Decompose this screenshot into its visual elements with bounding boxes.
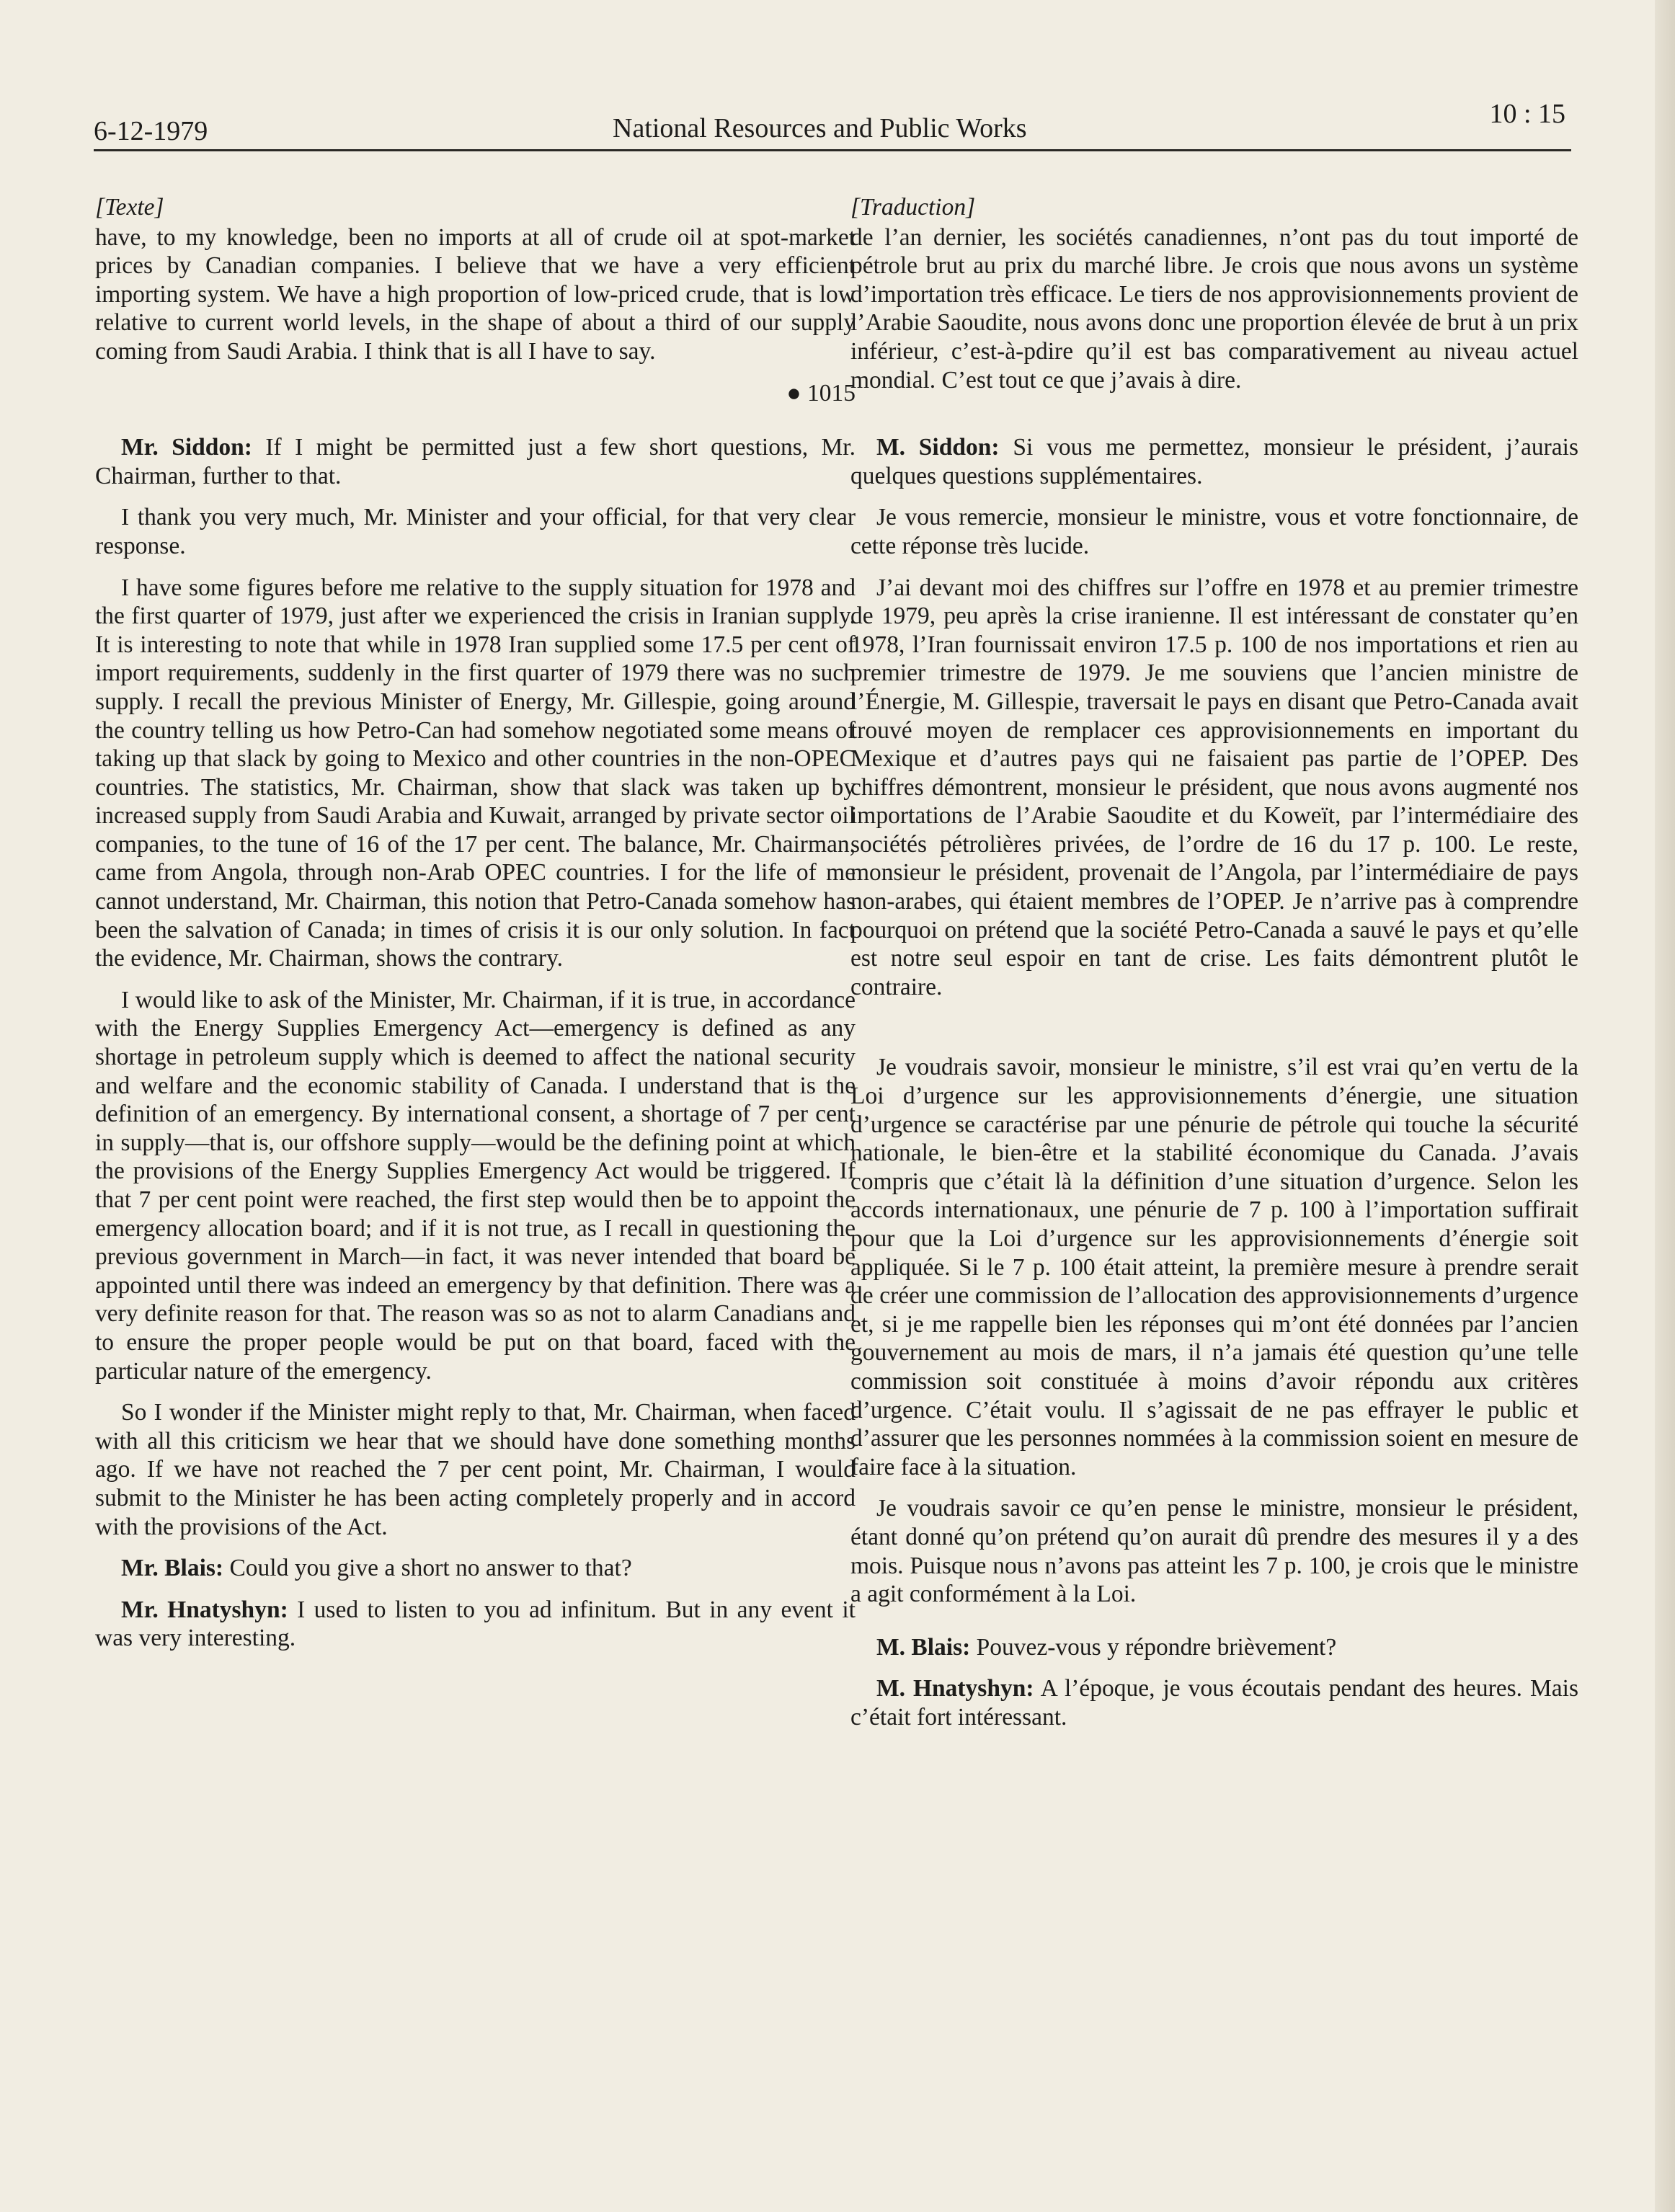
header-page-number: 10 : 15 (1489, 99, 1565, 129)
language-label-english: [Texte] (95, 194, 164, 221)
speaker-name: Mr. Blais: (121, 1555, 224, 1582)
speech-text: If I might be permitted just a few short questions, Mr. Chairman, further to that. (95, 434, 856, 489)
paragraph: have, to my knowledge, been no imports at all of crude oil at spot-market prices by Canadian companies. I believe that we have a very efficient importing system. We have a high proportion of low-priced crude, that is low relative to current world levels, in the shape of about a third of our supply coming from Saudi Arabia. I think that is all I have to say. (95, 223, 856, 365)
paragraph: I would like to ask of the Minister, Mr. Chairman, if it is true, in accordance with the Energy Supplies Emergency Act—emergency is defined as any shortage in petroleum supply which is deemed to affect the national security and welfare and the economic stability of Canada. I understand that is the definition of an emergency. By international consent, a shortage of 7 per cent in supply—that is, our offshore supply—would be the defining point at which the provisions of the Energy Supplies Emergency Act would be triggered. If that 7 per cent point were reached, the first step would then be to appoint the emergency allocation board; and if it is not true, as I recall in questioning the previous government in March—in fact, it was never intended that board be appointed until there was indeed an emergency by that definition. There was a very definite reason for that. The reason was so as not to alarm Canadians and to ensure the proper people would be put on that board, faced with the particular nature of the emergency. (95, 986, 856, 1385)
paragraph: Je vous remercie, monsieur le ministre, vous et votre fonctionnaire, de cette réponse très lucide. (850, 504, 1578, 559)
speaker-name: Mr. Hnatyshyn: (121, 1596, 288, 1623)
speech-siddon (850, 433, 1578, 490)
paragraph: Je voudrais savoir, monsieur le ministre, s’il est vrai qu’en vertu de la Loi d’urgence sur les approvisionnements d’énergie, une situation d’urgence se caractérise par une pénurie de pétrole qui touche la sécurité nationale, le bien-être et la stabilité économique du Canada. J’avais compris que c’était là la définition d’une situation d’urgence. Selon les accords internationaux, une pénurie de 7 p. 100 à l’importation suffirait pour que la Loi d’urgence sur les approvisionnements d’énergie soit appliquée. Si le 7 p. 100 était atteint, la première mesure à prendre serait de créer une commission de l’allocation des approvisionnements d’urgence et, si je me rappelle bien les réponses qui m’ont été données par l’ancien gouvernement au mois de mars, il n’a jamais été question qu’une telle commission soit constituée à moins d’avoir répondu aux critères d’urgence. C’était voulu. Il s’agissait de ne pas effrayer le public et d’assurer que les personnes nommées à la commission soient en mesure de faire face à la situation. (850, 1054, 1578, 1480)
paragraph: J’ai devant moi des chiffres sur l’offre en 1978 et au premier trimestre de 1979, peu après la crise iranienne. Il est intéressant de constater qu’en 1978, l’Iran fournissait environ 17.5 p. 100 de nos importations et rien au premier trimestre de 1979. Je me souviens que l’ancien ministre de l’Énergie, M. Gillespie, traversait le pays en disant que Petro-Canada avait trouvé moyen de remplacer ces approvisionnements en important du Mexique et d’autres pays qui ne faisaient pas partie de l’OPEP. Des chiffres démontrent, monsieur le président, que nous avons augmenté nos importations de l’Arabie Saoudite et du Koweït, par l’intermédiaire des sociétés pétrolières privées, de l’ordre de 16 du 17 p. 100. Le reste, monsieur le président, provenait de l’Angola, par l’intermédiaire de pays non-arabes, qui étaient membres de l’OPEP. Je n’arrive pas à comprendre pourquoi on prétend que la société Petro-Canada a sauvé le pays et qu’elle est notre seul espoir en tant de crise. Les faits démontrent plutôt le contraire. (850, 574, 1578, 1000)
speech-text: Could you give a short no answer to that? (223, 1555, 632, 1582)
speech-siddon (95, 433, 856, 490)
paragraph: de l’an dernier, les sociétés canadiennes, n’ont pas du tout importé de pétrole brut au prix du marché libre. Je crois que nous avons un système d’importation très efficace. Le tiers de nos approvisionnements provient de l’Arabie Saoudite, nous avons donc une proportion élevée de brut à un prix inférieur, c’est-à-pdire qu’il est bas comparativement au niveau actuel mondial. C’est tout ce que j’avais à dire. (850, 223, 1578, 394)
speaker-name: M. Siddon: (876, 434, 1000, 461)
speech-blais (95, 1554, 856, 1583)
paragraph: Je voudrais savoir ce qu’en pense le ministre, monsieur le président, étant donné qu’on prétend qu’on aurait dû prendre des mesures il y a des mois. Puisque nous n’avons pas atteint les 7 p. 100, je crois que le ministre a agit conformément à la Loi. (850, 1495, 1578, 1608)
page-header (94, 99, 1571, 151)
header-title: National Resources and Public Works (613, 113, 1027, 143)
paragraph: I have some figures before me relative to the supply situation for 1978 and the first quarter of 1979, just after we experienced the crisis in Iranian supply. It is interesting to note that while in 1978 Iran supplied some 17.5 per cent of import requirements, suddenly in the first quarter of 1979 there was no such supply. I recall the previous Minister of Energy, Mr. Gillespie, going around the country telling us how Petro-Can had somehow negotiated some means of taking up that slack by going to Mexico and other countries in the non-OPEC countries. The statistics, Mr. Chairman, show that slack was taken up by increased supply from Saudi Arabia and Kuwait, arranged by private sector oil companies, to the tune of 16 of the 17 per cent. The balance, Mr. Chairman, came from Angola, through non-Arab OPEC countries. I for the life of me cannot understand, Mr. Chairman, this notion that Petro-Canada somehow has been the salvation of Canada; in times of crisis it is our only solution. In fact the evidence, Mr. Chairman, shows the contrary. (95, 574, 856, 972)
language-label-french: [Traduction] (850, 194, 976, 221)
header-rule (94, 149, 1571, 151)
french-column (850, 193, 1578, 1745)
speech-text: A l’époque, je vous écoutais pendant des heures. Mais c’était fort intéressant. (850, 1675, 1578, 1731)
speech-hnatyshyn (95, 1596, 856, 1653)
paragraph: So I wonder if the Minister might reply to that, Mr. Chairman, when faced with all this criticism we hear that we should have done something months ago. If we have not reached the 7 per cent point, Mr. Chairman, I would submit to the Minister he has been acting completely properly and in accord with the provisions of the Act. (95, 1399, 856, 1540)
spacer (850, 407, 1578, 433)
speech-text: Si vous me permettez, monsieur le président, j’aurais quelques questions supplémentaires. (850, 434, 1579, 489)
speaker-name: M. Blais: (876, 1633, 971, 1661)
speaker-name: Mr. Siddon: (121, 434, 252, 461)
speaker-name: M. Hnatyshyn: (876, 1675, 1034, 1702)
speech-text: I used to listen to you ad infinitum. But in any event it was very interesting. (95, 1596, 856, 1652)
header-date: 6-12-1979 (94, 116, 208, 146)
paragraph: I thank you very much, Mr. Minister and your official, for that very clear response. (95, 504, 856, 559)
speech-text: Pouvez-vous y répondre brièvement? (970, 1633, 1337, 1661)
spacer (850, 1014, 1578, 1053)
timestamp: ● 1015 (786, 379, 856, 407)
english-column (95, 193, 856, 1666)
speech-hnatyshyn (850, 1674, 1578, 1731)
speech-blais (850, 1633, 1578, 1662)
page-edge (1655, 0, 1675, 2212)
